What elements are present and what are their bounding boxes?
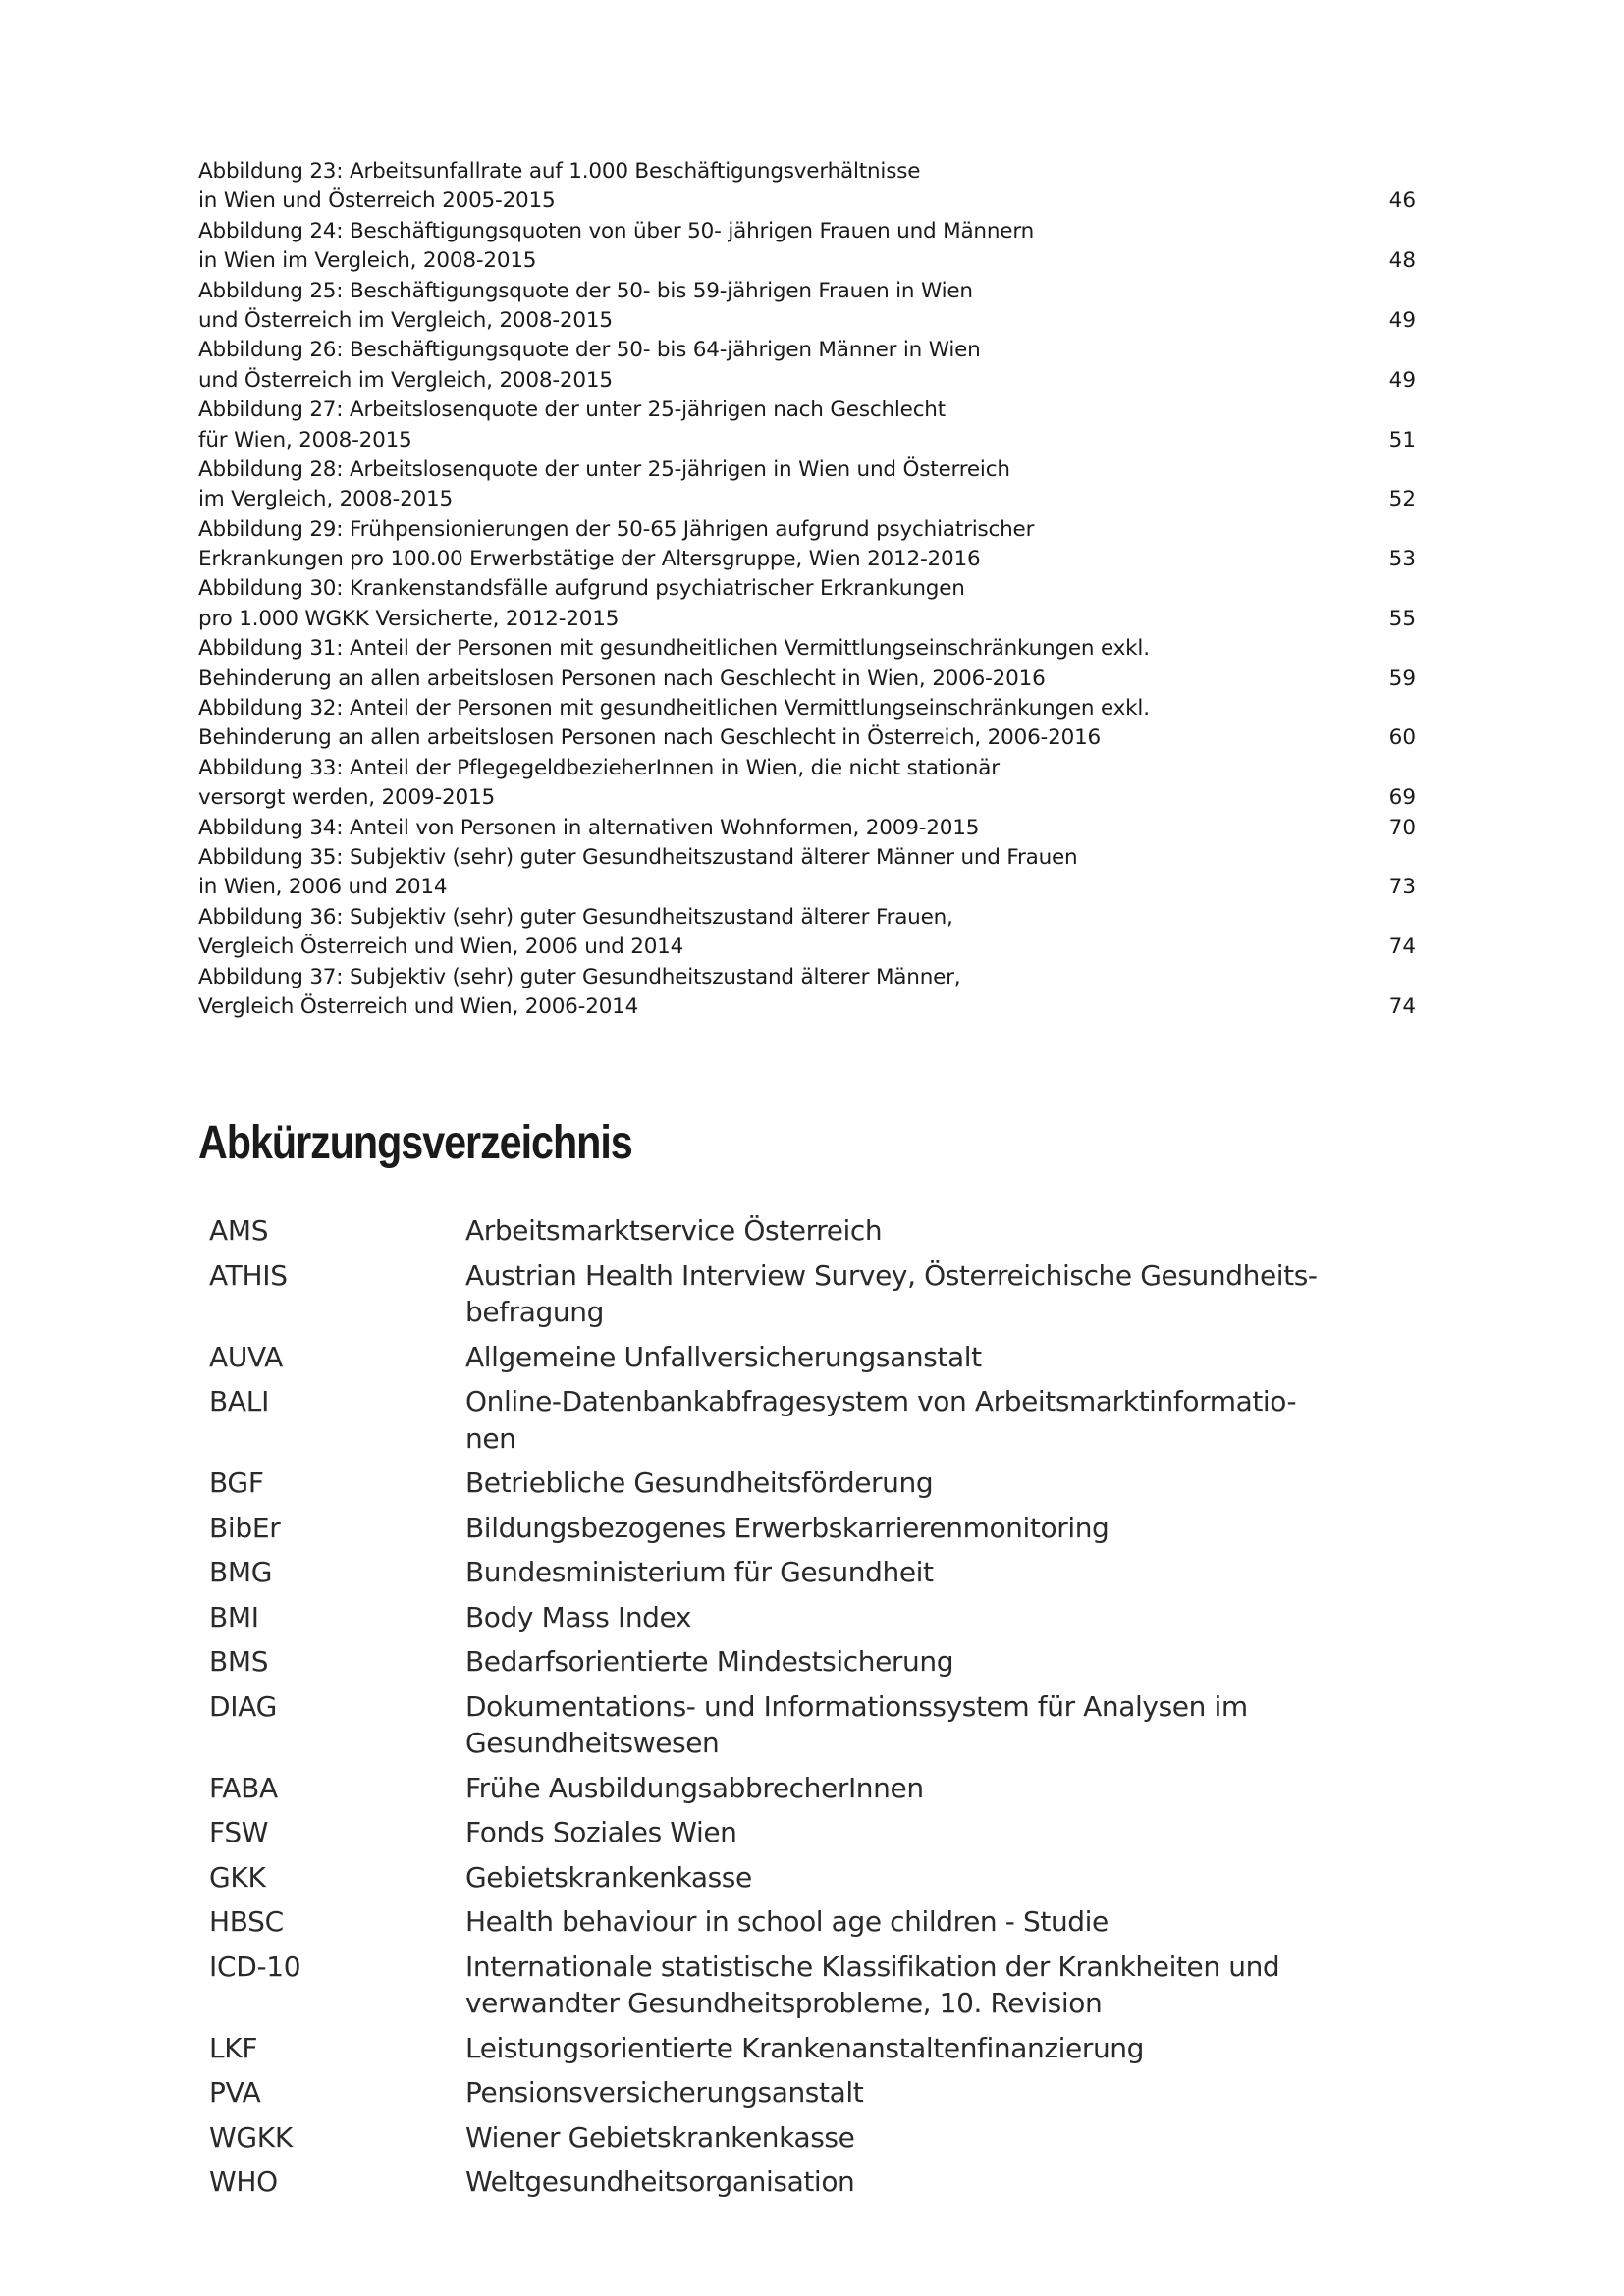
abbreviation-term: BMI <box>209 1600 259 1633</box>
figure-page-number: 74 <box>1388 934 1416 960</box>
figure-entry-text: und Österreich im Vergleich, 2008-2015 <box>198 307 613 333</box>
figure-entry <box>198 814 1416 843</box>
abbreviation-term: ATHIS <box>209 1258 288 1292</box>
figure-entry <box>198 903 1416 963</box>
figure-page-number: 53 <box>1388 547 1416 572</box>
figure-entry-text: Abbildung 35: Subjektiv (sehr) guter Gesundheitszustand älterer Männer und Frauen <box>198 844 1078 870</box>
figure-entry-text: Erkrankungen pro 100.00 Erwerbstätige der Altersgruppe, Wien 2012-2016 <box>198 547 981 572</box>
figure-page-number: 69 <box>1388 785 1416 811</box>
figure-entry-text: in Wien, 2006 und 2014 <box>198 875 448 900</box>
abbreviation-definition-line: nen <box>465 1421 516 1455</box>
abbreviation-term: BGF <box>209 1467 264 1499</box>
abbreviation-row <box>209 1643 1417 1681</box>
abbreviation-definition-line: Leistungsorientierte Krankenanstaltenfinanzierung <box>465 2031 1145 2064</box>
abbreviation-definition <box>465 1643 1320 1681</box>
abbreviation-definition-line: Arbeitsmarktservice Österreich <box>465 1214 883 1247</box>
abbreviation-definition-line: verwandter Gesundheitsprobleme, 10. Revision <box>465 1987 1103 2019</box>
abbreviation-definition-line: Austrian Health Interview Survey, Österreichische Gesundheits- <box>465 1258 1318 1292</box>
figure-entry-text: Vergleich Österreich und Wien, 2006 und 2014 <box>198 934 684 960</box>
abbreviation-row <box>209 1859 1417 1896</box>
figure-entry-text: Abbildung 25: Beschäftigungsquote der 50- bis 59-jährigen Frauen in Wien <box>198 278 973 303</box>
section-title-abbreviations: Abkürzungsverzeichnis <box>198 1117 632 1169</box>
abbreviation-definition-line: Bildungsbezogenes Erwerbskarrierenmonitoring <box>465 1511 1110 1544</box>
abbreviation-row <box>209 2074 1417 2111</box>
figure-entry <box>198 396 1416 455</box>
abbreviation-definition <box>465 1339 1320 1376</box>
abbreviation-row <box>209 1510 1417 1547</box>
figure-page-number: 49 <box>1388 307 1416 333</box>
abbreviation-definition-line: Bundesministerium für Gesundheit <box>465 1556 934 1588</box>
abbreviation-term: AMS <box>209 1214 269 1247</box>
abbreviation-definition-line: Gebietskrankenkasse <box>465 1860 752 1894</box>
figure-entry-text: Behinderung an allen arbeitslosen Personen nach Geschlecht in Österreich, 2006-2016 <box>198 725 1102 751</box>
abbreviation-definition-line: Gesundheitswesen <box>465 1727 720 1759</box>
abbreviation-term: BMG <box>209 1556 273 1588</box>
figure-entry-text: Abbildung 33: Anteil der PflegegeldbezieherInnen in Wien, die nicht stationär <box>198 755 1000 780</box>
abbreviation-term: HBSC <box>209 1905 284 1938</box>
abbreviation-term: LKF <box>209 2031 258 2064</box>
abbreviation-definition-line: Wiener Gebietskrankenkasse <box>465 2120 855 2154</box>
abbreviation-definition <box>465 2163 1320 2201</box>
abbreviation-term: PVA <box>209 2076 261 2109</box>
abbreviation-definition-line: Internationale statistische Klassifikation der Krankheiten und <box>465 1949 1280 1983</box>
figure-entry-text: Abbildung 36: Subjektiv (sehr) guter Gesundheitszustand älterer Frauen, <box>198 904 953 930</box>
figure-entry-text: Abbildung 29: Frühpensionierungen der 50-65 Jährigen aufgrund psychiatrischer <box>198 516 1035 542</box>
abbreviation-term: AUVA <box>209 1340 283 1373</box>
abbreviation-definition <box>465 1383 1320 1457</box>
abbreviation-term: FSW <box>209 1816 269 1848</box>
abbreviation-term: BALI <box>209 1385 270 1417</box>
abbreviation-row <box>209 2030 1417 2067</box>
abbreviation-definition-line: Online-Datenbankabfragesystem von Arbeitsmarktinformatio- <box>465 1385 1297 1417</box>
abbreviation-term: WHO <box>209 2165 278 2198</box>
figure-entry <box>198 843 1416 903</box>
abbreviation-definition-line: Pensionsversicherungsanstalt <box>465 2076 864 2109</box>
abbreviation-row <box>209 1257 1417 1331</box>
abbreviation-term: ICD-10 <box>209 1949 301 1983</box>
abbreviation-term: FABA <box>209 1771 278 1804</box>
figure-entry-text: für Wien, 2008-2015 <box>198 427 412 453</box>
figure-page-number: 52 <box>1388 487 1416 512</box>
abbreviation-definition <box>465 1770 1320 1807</box>
figure-entry <box>198 217 1416 277</box>
abbreviation-definition <box>465 1465 1320 1502</box>
figure-entry-text: Abbildung 28: Arbeitslosenquote der unter 25-jährigen in Wien und Österreich <box>198 456 1010 482</box>
abbreviation-definition <box>465 1257 1320 1331</box>
abbreviation-row <box>209 1949 1417 2022</box>
abbreviation-row <box>209 1599 1417 1636</box>
abbreviation-row <box>209 1554 1417 1591</box>
figure-entry <box>198 694 1416 754</box>
figure-page-number: 46 <box>1388 188 1416 214</box>
abbreviation-term: WGKK <box>209 2120 293 2154</box>
abbreviation-definition <box>465 1903 1320 1941</box>
figure-page-number: 49 <box>1388 367 1416 393</box>
abbreviation-definition <box>465 1510 1320 1547</box>
figure-entry <box>198 963 1416 1023</box>
abbreviation-row <box>209 2119 1417 2157</box>
figure-entry-text: im Vergleich, 2008-2015 <box>198 487 454 512</box>
figure-entry-text: Vergleich Österreich und Wien, 2006-2014 <box>198 993 639 1019</box>
abbreviation-row <box>209 1814 1417 1851</box>
abbreviation-definition <box>465 1814 1320 1851</box>
figure-entry-text: Abbildung 32: Anteil der Personen mit gesundheitlichen Vermittlungseinschränkungen exkl. <box>198 696 1150 721</box>
abbreviation-definition-line: Allgemeine Unfallversicherungsanstalt <box>465 1340 982 1373</box>
figure-page-number: 70 <box>1388 815 1416 840</box>
figure-page-number: 55 <box>1388 606 1416 631</box>
abbreviation-definition <box>465 1949 1320 2022</box>
figure-entry <box>198 336 1416 396</box>
abbreviation-definition-line: Bedarfsorientierte Mindestsicherung <box>465 1645 954 1678</box>
figure-page-number: 51 <box>1388 427 1416 453</box>
figure-page-number: 48 <box>1388 248 1416 274</box>
abbreviation-definition-line: Dokumentations- und Informationssystem für Analysen im <box>465 1689 1248 1723</box>
abbreviation-definition-line: Betriebliche Gesundheitsförderung <box>465 1467 934 1499</box>
abbreviation-definition <box>465 1554 1320 1591</box>
figure-list <box>198 157 1416 1022</box>
figure-entry <box>198 574 1416 634</box>
figure-entry-text: Abbildung 31: Anteil der Personen mit gesundheitlichen Vermittlungseinschränkungen exkl. <box>198 636 1150 662</box>
abbreviation-definition-line: Frühe AusbildungsabbrecherInnen <box>465 1771 924 1804</box>
abbreviation-definition <box>465 2030 1320 2067</box>
abbreviation-definition <box>465 1212 1320 1250</box>
figure-entry <box>198 754 1416 814</box>
figure-page-number: 74 <box>1388 993 1416 1019</box>
figure-page-number: 59 <box>1388 666 1416 691</box>
figure-entry-text: Abbildung 24: Beschäftigungsquoten von über 50- jährigen Frauen und Männern <box>198 218 1035 243</box>
abbreviation-term: GKK <box>209 1860 266 1894</box>
figure-entry-text: Behinderung an allen arbeitslosen Personen nach Geschlecht in Wien, 2006-2016 <box>198 666 1046 691</box>
figure-page-number: 73 <box>1388 875 1416 900</box>
figure-entry <box>198 515 1416 575</box>
abbreviation-row <box>209 1383 1417 1457</box>
figure-entry-text: Abbildung 37: Subjektiv (sehr) guter Gesundheitszustand älterer Männer, <box>198 964 961 989</box>
abbreviation-definition <box>465 1688 1320 1762</box>
abbreviation-definition <box>465 1859 1320 1896</box>
figure-entry-text: in Wien im Vergleich, 2008-2015 <box>198 248 537 274</box>
abbreviation-definition-line: befragung <box>465 1296 604 1328</box>
abbreviation-definition <box>465 2119 1320 2157</box>
abbreviation-definition <box>465 1599 1320 1636</box>
abbreviation-row <box>209 1688 1417 1762</box>
abbreviation-definition-line: Body Mass Index <box>465 1600 692 1633</box>
abbreviation-definition-line: Weltgesundheitsorganisation <box>465 2165 855 2198</box>
abbreviation-definition-line: Health behaviour in school age children - Studie <box>465 1905 1109 1938</box>
figure-entry-text: Abbildung 27: Arbeitslosenquote der unter 25-jährigen nach Geschlecht <box>198 398 946 423</box>
abbreviation-row <box>209 1465 1417 1502</box>
figure-entry-text: Abbildung 26: Beschäftigungsquote der 50- bis 64-jährigen Männer in Wien <box>198 338 981 363</box>
figure-entry <box>198 455 1416 515</box>
figure-entry-text: versorgt werden, 2009-2015 <box>198 785 495 811</box>
abbreviation-term: BMS <box>209 1645 269 1678</box>
figure-entry <box>198 634 1416 694</box>
abbreviation-row <box>209 1212 1417 1250</box>
abbreviation-row <box>209 1903 1417 1941</box>
figure-entry-text: Abbildung 23: Arbeitsunfallrate auf 1.000 Beschäftigungsverhältnisse <box>198 159 921 184</box>
abbreviation-row <box>209 1770 1417 1807</box>
figure-entry <box>198 277 1416 337</box>
figure-entry-text: Abbildung 30: Krankenstandsfälle aufgrund psychiatrischer Erkrankungen <box>198 576 965 602</box>
figure-entry-text: in Wien und Österreich 2005-2015 <box>198 188 556 214</box>
figure-entry-text: Abbildung 34: Anteil von Personen in alternativen Wohnformen, 2009-2015 <box>198 815 980 840</box>
abbreviation-term: BibEr <box>209 1511 281 1544</box>
abbreviation-list <box>209 1212 1417 2209</box>
abbreviation-definition-line: Fonds Soziales Wien <box>465 1816 737 1848</box>
figure-entry-text: pro 1.000 WGKK Versicherte, 2012-2015 <box>198 606 620 631</box>
abbreviation-term: DIAG <box>209 1689 277 1723</box>
abbreviation-row <box>209 1339 1417 1376</box>
figure-entry-text: und Österreich im Vergleich, 2008-2015 <box>198 367 613 393</box>
figure-page-number: 60 <box>1388 725 1416 751</box>
figure-entry <box>198 157 1416 217</box>
abbreviation-definition <box>465 2074 1320 2111</box>
abbreviation-row <box>209 2163 1417 2201</box>
